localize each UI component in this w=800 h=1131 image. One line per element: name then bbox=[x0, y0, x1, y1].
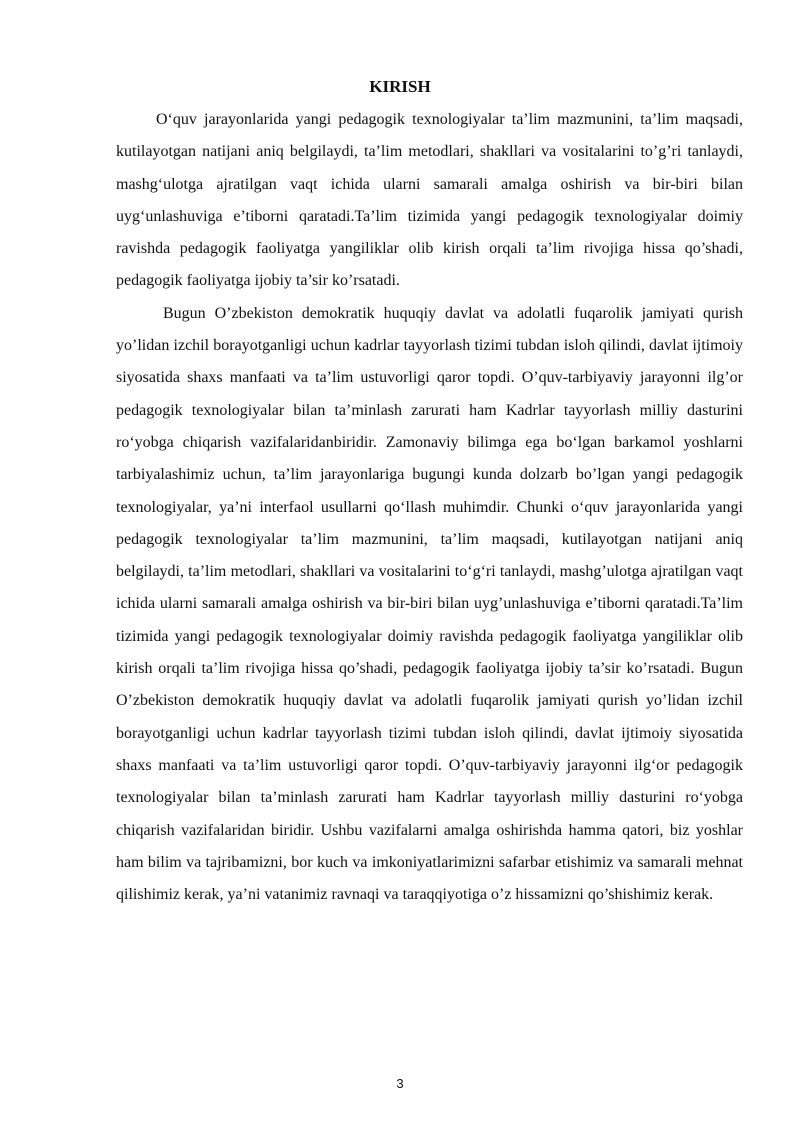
page-number: 3 bbox=[396, 1076, 404, 1091]
document-body bbox=[116, 104, 743, 911]
paragraph-1: O‘quv jarayonlarida yangi pedagogik texnologiyalar ta’lim mazmunini, ta’lim maqsadi, kutilayotgan natijani aniq belgilaydi, ta’lim metodlari, shakllari va vositalarini to’g’ri tanlaydi, mashg‘ulotga ajratilgan vaqt ichida ularni samarali amalga oshirish va bir-biri bilan uyg‘unlashuviga e’tiborni qaratadi.Ta’lim tizimida yangi pedagogik texnologiyalar doimiy ravishda pedagogik faoliyatga yangiliklar olib kirish orqali ta’lim rivojiga hissa qo’shadi, pedagogik faoliyatga ijobiy ta’sir ko’rsatadi. bbox=[116, 111, 743, 290]
paragraph-2: Bugun O’zbekiston demokratik huquqiy davlat va adolatli fuqarolik jamiyati qurish yo’lidan izchil borayotganligi uchun kadrlar tayyorlash tizimi tubdan isloh qilindi, davlat ijtimoiy siyosatida shaxs manfaati va ta’lim ustuvorligi qaror topdi. O’quv-tarbiyaviy jarayonni ilg’or pedagogik texnologiyalar bilan ta’minlash zarurati ham Kadrlar tayyorlash milliy dasturini ro‘yobga chiqarish vazifalaridanbiridir. Zamonaviy bilimga ega bo‘lgan barkamol yoshlarni tarbiyalashimiz uchun, ta’lim jarayonlariga bugungi kunda dolzarb bo’lgan yangi pedagogik texnologiyalar, ya’ni interfaol usullarni qo‘llash muhimdir. Chunki o‘quv jarayonlarida yangi pedagogik texnologiyalar ta’lim mazmunini, ta’lim maqsadi, kutilayotgan natijani aniq belgilaydi, ta’lim metodlari, shakllari va vositalarini to‘g‘ri tanlaydi, mashg’ulotga ajratilgan vaqt ichida ularni samarali amalga oshirish va bir-biri bilan uyg’unlashuviga e’tiborni qaratadi.Ta’lim tizimida yangi pedagogik texnologiyalar doimiy ravishda pedagogik faoliyatga yangiliklar olib kirish orqali ta’lim rivojiga hissa qo’shadi, pedagogik faoliyatga ijobiy ta’sir ko’rsatadi. Bugun O’zbekiston demokratik huquqiy davlat va adolatli fuqarolik jamiyati qurish yo’lidan izchil borayotganligi uchun kadrlar tayyorlash tizimi tubdan isloh qilindi, davlat ijtimoiy siyosatida shaxs manfaati va ta’lim ustuvorligi qaror topdi. O’quv-tarbiyaviy jarayonni ilg‘or pedagogik texnologiyalar bilan ta’minlash zarurati ham Kadrlar tayyorlash milliy dasturini ro‘yobga chiqarish vazifalaridan biridir. Ushbu vazifalarni amalga oshirishda hamma qatori, biz yoshlar ham bilim va tajribamizni, bor kuch va imkoniyatlarimizni safarbar etishimiz va samarali mehnat qilishimiz kerak, ya’ni vatanimiz ravnaqi va taraqqiyotiga o’z hissamizni qo’shishimiz kerak. bbox=[116, 304, 743, 904]
page-title: KIRISH bbox=[369, 77, 431, 96]
